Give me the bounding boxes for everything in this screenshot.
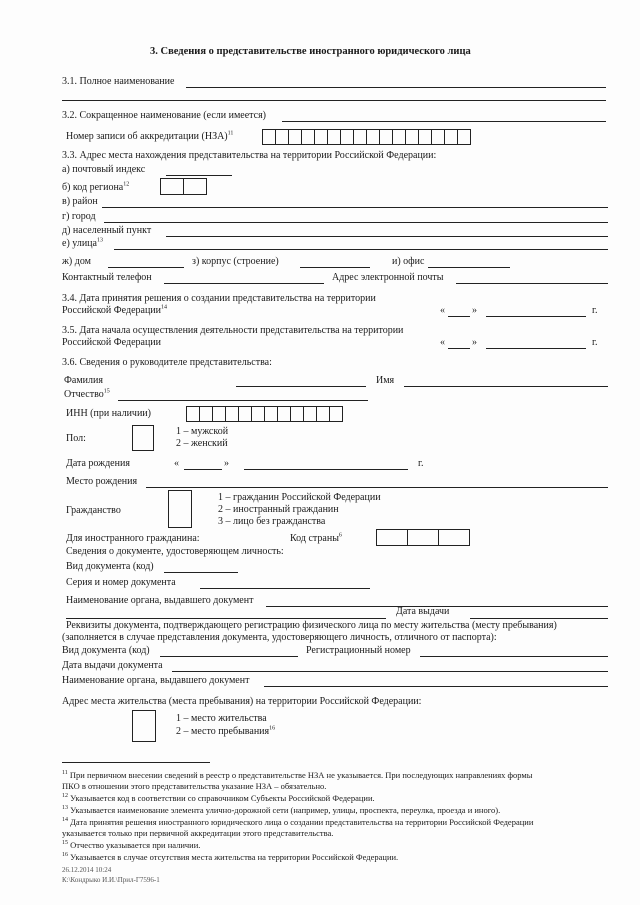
decision-date-month-field[interactable]: [486, 316, 586, 317]
start-date-close-quote: »: [472, 337, 477, 348]
citizenship-option-2: 2 – иностранный гражданин: [218, 504, 339, 515]
footnote-11-cont: ПКО в отношении этого представительства указание НЗА – обязательно.: [62, 781, 327, 791]
citizenship-option-3: 3 – лицо без гражданства: [218, 516, 326, 527]
decision-date-open-quote: «: [440, 305, 445, 316]
birth-date-label: Дата рождения: [66, 458, 130, 469]
start-date-day-field[interactable]: [448, 348, 470, 349]
email-field[interactable]: [456, 283, 608, 284]
start-date-open-quote: «: [440, 337, 445, 348]
footnote-14-cont: указывается только при первичной аккредитации этого представительства.: [62, 828, 334, 838]
birth-date-year-suffix: г.: [418, 458, 424, 469]
street-label: е) улица$^{13}$: [62, 237, 103, 249]
birth-date-open-quote: «: [174, 458, 179, 469]
registration-doc-label: Реквизиты документа, подтверждающего регистрацию физического лица по месту жительства (месту пребывания): [66, 620, 557, 631]
birth-place-label: Место рождения: [66, 476, 138, 487]
inn-label: ИНН (при наличии): [66, 408, 151, 419]
region-label: б) код региона$^{12}$: [62, 181, 130, 193]
decision-date-year-suffix: г.: [592, 305, 598, 316]
district-label: в) район: [62, 196, 98, 207]
patronymic-label: Отчество$^{15}$: [64, 388, 110, 400]
reg-doc-type-label: Вид документа (код): [62, 645, 150, 656]
house-label: ж) дом: [62, 256, 91, 267]
footnote-11: $^{11}$ При первичном внесении сведений в реестр о представительстве НЗА не указывается. При последующих направлениях формы: [62, 770, 533, 780]
phone-label: Контактный телефон: [62, 272, 152, 283]
first-name-field[interactable]: [404, 386, 608, 387]
birth-place-field[interactable]: [146, 487, 608, 488]
print-timestamp: 26.12.2014 10:24: [62, 866, 112, 874]
decision-date-close-quote: »: [472, 305, 477, 316]
office-label: и) офис: [392, 256, 425, 267]
footnote-13: $^{13}$ Указывается наименование элемента улично-дорожной сети (например, улицы, проспекта, переулка, проезда и иного).: [62, 805, 501, 815]
city-field[interactable]: [104, 222, 608, 223]
footnote-16: $^{16}$ Указывается в случае отсутствия места жительства на территории Российской Федерации.: [62, 852, 399, 862]
footnote-12: $^{12}$ Указывается код в соответствии со справочником Субъекты Российской Федерации.: [62, 793, 375, 803]
country-code-label: Код страны$^6$: [290, 532, 342, 544]
short-name-field[interactable]: [282, 121, 606, 122]
print-file-path: К:\Кондрыко И.И.\Прил-Г7596-1: [62, 876, 160, 884]
patronymic-field[interactable]: [118, 400, 368, 401]
doc-number-field[interactable]: [200, 588, 370, 589]
footnote-15: $^{15}$ Отчество указывается при наличии.: [62, 840, 201, 850]
citizenship-option-1: 1 – гражданин Российской Федерации: [218, 492, 381, 503]
street-field[interactable]: [114, 249, 608, 250]
postal-label: а) почтовый индекс: [62, 164, 146, 175]
birth-date-month-field[interactable]: [244, 469, 408, 470]
residence-code-box[interactable]: [132, 710, 156, 742]
surname-label: Фамилия: [64, 375, 103, 386]
postal-field[interactable]: [166, 175, 232, 176]
decision-date-label: 3.4. Дата принятия решения о создании представительства на территории: [62, 293, 376, 304]
gender-code-box[interactable]: [132, 425, 154, 451]
doc-issuer-label: Наименование органа, выдавшего документ: [66, 595, 254, 606]
reg-issuer-field[interactable]: [264, 686, 608, 687]
address-section-label: 3.3. Адрес места нахождения представительства на территории Российской Федерации:: [62, 150, 437, 161]
full-name-field-cont[interactable]: [62, 100, 606, 101]
birth-date-close-quote: »: [224, 458, 229, 469]
doc-type-field[interactable]: [164, 572, 238, 573]
citizenship-code-box[interactable]: [168, 490, 192, 528]
gender-option-male: 1 – мужской: [176, 426, 229, 437]
building-field[interactable]: [300, 267, 370, 268]
decision-date-day-field[interactable]: [448, 316, 470, 317]
footnote-separator: [62, 762, 210, 763]
birth-date-day-field[interactable]: [184, 469, 222, 470]
page-title: 3. Сведения о представительстве иностранного юридического лица: [150, 46, 471, 57]
reg-issue-date-label: Дата выдачи документа: [62, 660, 163, 671]
foreign-citizen-label: Для иностранного гражданина:: [66, 533, 200, 544]
footnote-14: $^{14}$ Дата принятия решения иностранного юридического лица о создании представительства на территории Российской Федерации: [62, 817, 534, 827]
city-label: г) город: [62, 211, 96, 222]
short-name-label: 3.2. Сокращенное наименование (если имеется): [62, 110, 267, 121]
citizenship-label: Гражданство: [66, 505, 121, 516]
start-date-year-suffix: г.: [592, 337, 598, 348]
id-document-label: Сведения о документе, удостоверяющем личность:: [66, 546, 284, 557]
start-date-label-2: Российской Федерации: [62, 337, 162, 348]
doc-number-label: Серия и номер документа: [66, 577, 176, 588]
doc-issuer-field-cont[interactable]: [66, 618, 386, 619]
house-field[interactable]: [108, 267, 184, 268]
reg-number-field[interactable]: [420, 656, 608, 657]
inn-cells[interactable]: [186, 406, 343, 422]
residence-option-1: 1 – место жительства: [176, 713, 267, 724]
decision-date-label-2: Российской Федерации$^{14}$: [62, 304, 168, 316]
accreditation-number-cells[interactable]: [262, 129, 471, 145]
district-field[interactable]: [102, 207, 608, 208]
reg-issuer-label: Наименование органа, выдавшего документ: [62, 675, 250, 686]
first-name-label: Имя: [376, 375, 395, 386]
residence-label: Адрес места жительства (места пребывания) на территории Российской Федерации:: [62, 696, 422, 707]
email-label: Адрес электронной почты: [332, 272, 444, 283]
accreditation-label: Номер записи об аккредитации (НЗА)$^{11}$: [66, 130, 234, 142]
doc-issue-date-label: Дата выдачи: [396, 606, 450, 617]
doc-issue-date-field[interactable]: [470, 618, 608, 619]
doc-type-label: Вид документа (код): [66, 561, 154, 572]
surname-field[interactable]: [236, 386, 366, 387]
head-section-label: 3.6. Сведения о руководителе представительства:: [62, 357, 272, 368]
gender-option-female: 2 – женский: [176, 438, 228, 449]
residence-option-2: 2 – место пребывания$^{16}$: [176, 725, 276, 737]
full-name-label: 3.1. Полное наименование: [62, 76, 175, 87]
gender-label: Пол:: [66, 433, 86, 444]
start-date-label: 3.5. Дата начала осуществления деятельности представительства на территории: [62, 325, 404, 336]
reg-issue-date-field[interactable]: [172, 671, 608, 672]
reg-doc-type-field[interactable]: [160, 656, 298, 657]
phone-field[interactable]: [164, 283, 324, 284]
region-code-cells[interactable]: [160, 178, 207, 195]
locality-field[interactable]: [166, 236, 608, 237]
country-code-cells[interactable]: [376, 529, 470, 546]
locality-label: д) населенный пункт: [62, 225, 152, 236]
building-label: з) корпус (строение): [192, 256, 279, 267]
reg-number-label: Регистрационный номер: [306, 645, 411, 656]
registration-doc-note: (заполняется в случае представления документа, удостоверяющего личность, отличного от паспорта):: [62, 632, 497, 643]
start-date-month-field[interactable]: [486, 348, 586, 349]
office-field[interactable]: [428, 267, 510, 268]
full-name-field[interactable]: [186, 87, 606, 88]
